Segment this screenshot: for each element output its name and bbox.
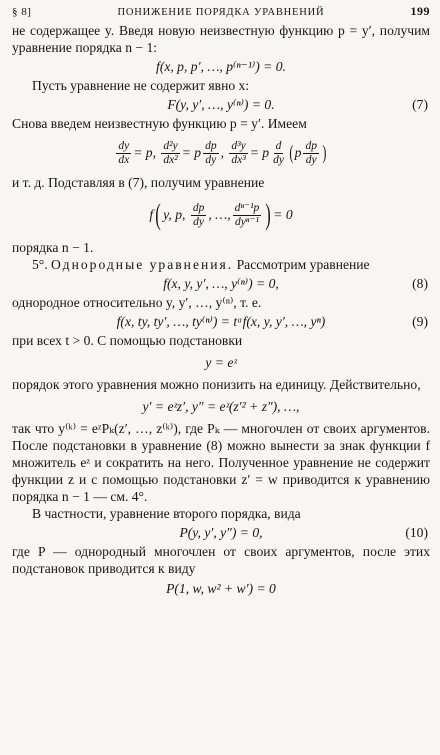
paragraph-4: и т. д. Подставляя в (7), получим уравнение	[12, 175, 265, 190]
equation-final: P(1, w, w² + w′) = 0	[166, 581, 276, 596]
equation-substitution: y = eᶻ	[205, 354, 237, 370]
paragraph-11: В частности, уравнение второго порядка, вида	[32, 506, 301, 521]
paragraph-12: где P — однородный многочлен от своих аргументов, после этих подстановок приводится к виду	[12, 544, 430, 576]
equation-derivatives: $\frac{dy}{dx}$ = p, $\frac{\text{d²y}}{\text{dx²}}$ = p $\frac{dp}{dy}$ , $\frac{\text{d³y}}{\text{dx³}}$ = p $\frac{d}{dy}$ ( p $\frac{dp}{dy}$ )	[118, 139, 327, 166]
section-marker: § 8]	[12, 6, 32, 18]
paragraph-1: не содержащее y. Введя новую неизвестную функцию p = y′, получим уравнение порядка n − 1:	[12, 23, 430, 55]
equation-substituted: f ( y, p, $\frac{dp}{dy}$ , …, $\frac{\text{dⁿ⁻¹p}}{\text{dyⁿ⁻¹}}$ ) = 0	[149, 198, 293, 231]
subsection-title: Однородные уравнения.	[51, 257, 234, 272]
page-number: 199	[410, 4, 430, 18]
paragraph-2: Пусть уравнение не содержит явно x:	[32, 78, 250, 93]
running-header	[12, 4, 430, 22]
equation-10: P(y, y′, y″) = 0, (10)	[179, 524, 428, 540]
paragraph-9: порядок этого уравнения можно понизить на единицу. Действительно,	[12, 377, 421, 392]
equation-number-7: (7)	[412, 96, 428, 112]
equation-number-8: (8)	[412, 275, 428, 291]
equation-7: F(y, y′, …, y⁽ⁿ⁾) = 0. (7)	[167, 96, 428, 112]
equation-reduced-order: f(x, p, p′, …, p⁽ⁿ⁻¹⁾) = 0.	[156, 58, 286, 74]
equation-number-10: (10)	[405, 524, 428, 540]
paragraph-6: 5°. Однородные уравнения. Рассмотрим уравнение	[32, 257, 370, 272]
paragraph-10: так что y⁽ᵏ⁾ = eᶻPₖ(z′, …, z⁽ᵏ⁾), где Pₖ — многочлен от своих аргументов. После подстановки в уравнение (8) можно вынести за знак функции f множитель eᶻ и сократить на него. Полученное уравнение не содержит функции z и с помощью подстановки z′ = w приводится к уравнению порядка n − 1 — см. 4°.	[12, 421, 430, 504]
equation-9: f(x, ty, ty′, …, ty⁽ⁿ⁾) = tᵅf(x, y, y′, …, yⁿ) (9)	[116, 313, 428, 329]
equation-number-9: (9)	[412, 313, 428, 329]
chapter-title: ПОНИЖЕНИЕ ПОРЯДКА УРАВНЕНИЙ	[117, 7, 325, 18]
paragraph-3: Снова введем неизвестную функцию p = y′. Имеем	[12, 116, 307, 131]
paragraph-7: однородное относительно y, y′, …, y⁽ⁿ⁾, т. е.	[12, 295, 262, 310]
equation-derivative-forms: y′ = eᶻz′, y″ = eᶻ(z′² + z″), …,	[142, 398, 300, 414]
equation-8: f(x, y, y′, …, y⁽ⁿ⁾) = 0, (8)	[163, 275, 428, 291]
paragraph-5: порядка n − 1.	[12, 240, 94, 255]
paragraph-8: при всех t > 0. С помощью подстановки	[12, 333, 243, 348]
